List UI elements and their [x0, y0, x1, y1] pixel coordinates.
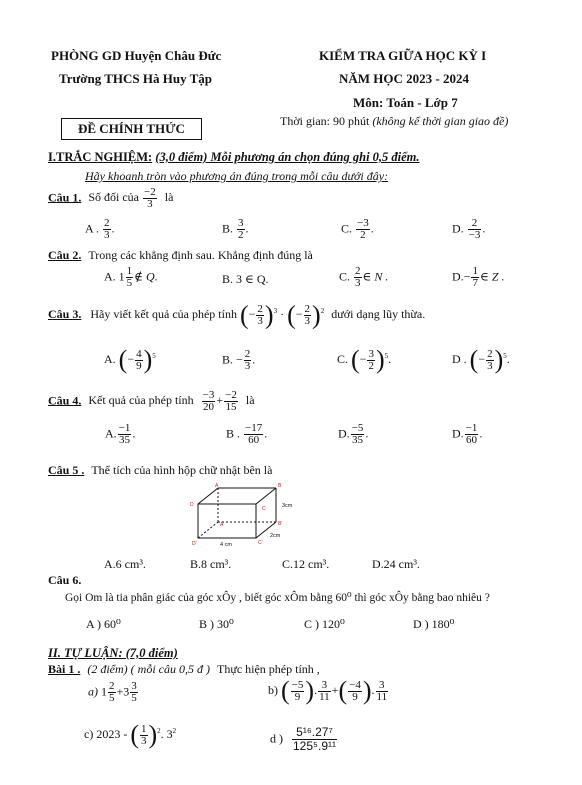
- question-label: Câu 5 .: [48, 463, 85, 477]
- q4-option-d[interactable]: D. $\frac{-1}{60}$ .: [452, 422, 483, 446]
- school-name: Trường THCS Hà Huy Tập: [59, 71, 212, 86]
- q1-option-a[interactable]: A . $\frac{2}{3}$ .: [85, 217, 115, 241]
- question-2: [48, 248, 313, 263]
- expression: (− $\frac{2}{3}$ )$^3$ · (− $\frac{2}{3}$ )$^2$: [239, 300, 325, 329]
- question-6-text: Gọi Om là tia phân giác của góc xÔy , biết góc xÔm bằng 60⁰ thì góc xÔy bằng bao nhiêu ?: [65, 592, 490, 604]
- bai-1: [48, 662, 320, 677]
- school-year: NĂM HỌC 2023 - 2024: [339, 71, 469, 86]
- q3-option-a[interactable]: A. (− $\frac{4}{9}$ )$^5$: [104, 345, 156, 374]
- bai1-part-d: d ) $\frac{\text{5¹⁶.27⁷}}{\text{125⁵.9¹¹}}$: [270, 725, 336, 753]
- question-label: Câu 4.: [48, 393, 82, 408]
- subject: Môn: Toán - Lớp 7: [353, 95, 458, 110]
- bai-note: (2 điểm) ( mỗi câu 0,5 đ ): [87, 662, 210, 676]
- question-4: [48, 390, 255, 413]
- bai-label: Bài 1 .: [48, 662, 81, 676]
- question-3: [48, 302, 425, 328]
- q3-option-b[interactable]: B. − $\frac{2}{3}$ .: [222, 348, 256, 372]
- dimension-label: 2cm: [270, 533, 281, 539]
- vertex-label: D': [192, 541, 197, 547]
- vertex-label: B': [278, 521, 283, 527]
- time-note: (không kể thời gian giao đề): [372, 114, 509, 128]
- vertex-label: C': [258, 540, 263, 546]
- question-5: [48, 463, 272, 478]
- bai-text: Thực hiện phép tính ,: [216, 662, 320, 676]
- part1-title: I.TRẮC NGHIỆM:: [48, 150, 153, 164]
- part1-title-rest: (3,0 điểm) Mỗi phương án chọn đúng ghi 0,5 điểm.: [155, 150, 420, 164]
- q2-option-d[interactable]: D.− $\frac{1}{7}$ ∈ Z .: [452, 265, 505, 289]
- q6-option-a[interactable]: A ) 60⁰: [86, 617, 121, 631]
- question-tail: là: [245, 393, 255, 408]
- q6-option-c[interactable]: C ) 120⁰: [304, 617, 345, 631]
- q5-option-d[interactable]: D.24 cm³.: [372, 557, 420, 571]
- vertex-label: C: [262, 506, 266, 512]
- question-text: Kết quả của phép tính: [88, 393, 194, 408]
- q5-option-b[interactable]: B.8 cm³.: [190, 557, 232, 571]
- part1-heading: [48, 150, 420, 165]
- question-6-label: Câu 6.: [48, 573, 82, 587]
- fraction: $\frac{-2}{3}$: [144, 186, 156, 210]
- official-label: ĐỀ CHÍNH THỨC: [61, 118, 202, 140]
- question-text: Số đối của: [88, 190, 140, 205]
- question-label: Câu 2.: [48, 248, 82, 262]
- exam-title: KIỂM TRA GIỮA HỌC KỲ I: [319, 48, 487, 63]
- department-name: PHÒNG GD Huyện Châu Đức: [51, 48, 222, 63]
- time-text: Thời gian: 90 phút: [280, 114, 370, 128]
- q1-option-d[interactable]: D. $\frac{2}{-3}$ .: [452, 217, 486, 241]
- dimension-label: 4 cm: [220, 542, 232, 548]
- part1-instruction: Hãy khoanh tròn vào phương án đúng trong mỗi câu dưới đây:: [85, 169, 389, 183]
- bai1-part-a: a) 1 $\frac{2}{5}$ +3 $\frac{3}{5}$: [88, 680, 137, 704]
- box-edge: [256, 488, 276, 504]
- bai1-part-c: c) 2023 - ( $\frac{1}{3}$ )$^2$. $3^2$: [84, 720, 177, 749]
- q6-option-b[interactable]: B ) 30⁰: [199, 617, 234, 631]
- box-hidden-edge: [198, 522, 218, 538]
- q1-option-b[interactable]: B. $\frac{3}{2}$ .: [222, 217, 249, 241]
- vertex-label: D: [190, 502, 194, 508]
- question-tail: là: [164, 190, 174, 205]
- expression: $\frac{-3}{20}$ + $\frac{-2}{15}$: [202, 389, 237, 413]
- box-front-face: [198, 504, 256, 538]
- vertex-label: A': [220, 522, 225, 528]
- rectangular-box-figure: [188, 482, 308, 550]
- q4-option-c[interactable]: D. $\frac{-5}{35}$ .: [338, 422, 369, 446]
- question-text: Thể tích của hình hộp chữ nhật bên là: [91, 463, 273, 477]
- q2-option-b[interactable]: B. 3 ∈ Q.: [222, 272, 269, 286]
- vertex-label: A: [215, 483, 219, 489]
- vertex-label: B: [278, 483, 282, 489]
- question-text: Hãy viết kết quả của phép tính: [90, 306, 237, 321]
- q1-option-c[interactable]: C. $\frac{-3}{2}$ .: [341, 217, 374, 241]
- exam-time: [280, 114, 508, 129]
- q6-option-d[interactable]: D ) 180⁰: [413, 617, 455, 631]
- question-label: Câu 3.: [48, 306, 82, 321]
- bai1-part-b: b) ( $\frac{-5}{9}$ ). $\frac{3}{11}$ +( $\frac{-4}{9}$ ). $\frac{3}{11}$: [268, 676, 388, 705]
- q5-option-c[interactable]: C.12 cm³.: [282, 557, 330, 571]
- q4-option-a[interactable]: A. $\frac{-1}{35}$ .: [105, 422, 136, 446]
- q3-option-c[interactable]: C. (− $\frac{3}{2}$ )$^5$.: [337, 345, 392, 374]
- q5-option-a[interactable]: A.6 cm³.: [104, 557, 146, 571]
- dimension-label: 3cm: [282, 503, 293, 509]
- question-1: [48, 187, 173, 210]
- question-label: Câu 1.: [48, 190, 82, 205]
- q3-option-d[interactable]: D . (− $\frac{2}{3}$ )$^5$.: [452, 345, 510, 374]
- question-text: Trong các khẳng định sau. Khẳng định đúng là: [88, 248, 313, 262]
- q2-option-c[interactable]: C. $\frac{2}{3}$ ∈ N .: [339, 265, 389, 289]
- question-tail: dưới dạng lũy thừa.: [331, 306, 426, 321]
- q4-option-b[interactable]: B . $\frac{-17}{60}$ .: [226, 422, 268, 446]
- part2-heading: II. TỰ LUẬN: (7,0 điểm): [48, 646, 178, 660]
- q2-option-a[interactable]: A. 1 $\frac{1}{5}$ ∉ Q.: [104, 265, 158, 289]
- box-edge: [198, 488, 218, 504]
